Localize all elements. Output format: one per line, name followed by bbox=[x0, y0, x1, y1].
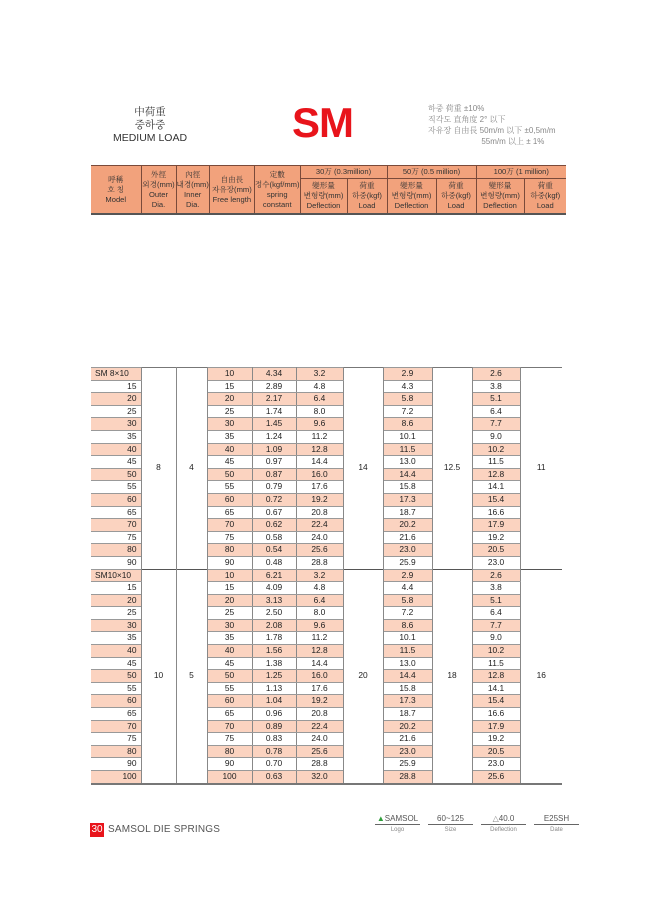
cell-spring-constant: 6.21 bbox=[252, 569, 296, 582]
cell-deflection-1m: 19.2 bbox=[472, 531, 520, 544]
cell-free-length: 65 bbox=[207, 708, 252, 721]
cell-free-length: 60 bbox=[207, 695, 252, 708]
cell-free-length: 40 bbox=[207, 645, 252, 658]
cell-model: 65 bbox=[91, 506, 141, 519]
cell-spring-constant: 1.45 bbox=[252, 418, 296, 431]
cell-free-length: 55 bbox=[207, 682, 252, 695]
cell-deflection-300k: 14.4 bbox=[296, 456, 343, 469]
cell-spring-constant: 4.09 bbox=[252, 582, 296, 595]
cell-deflection-1m: 20.5 bbox=[472, 745, 520, 758]
spec-table-header bbox=[91, 165, 566, 215]
cell-load-300k: 20 bbox=[343, 569, 383, 784]
cell-deflection-1m: 10.2 bbox=[472, 645, 520, 658]
tolerance-squareness: 직각도 直角度 2° 以下 bbox=[428, 115, 506, 124]
cell-deflection-1m: 2.6 bbox=[472, 569, 520, 582]
cell-model: 35 bbox=[91, 430, 141, 443]
cell-deflection-500k: 28.8 bbox=[383, 771, 432, 784]
cell-free-length: 35 bbox=[207, 430, 252, 443]
cell-model: 90 bbox=[91, 758, 141, 771]
cell-spring-constant: 0.63 bbox=[252, 771, 296, 784]
col-header-spring-constant: 定數 정수(kgf/mm) spring constant bbox=[254, 166, 300, 215]
category-title-korean: 중하중 bbox=[134, 119, 166, 131]
group-header-1m: 100万 (1 million) bbox=[476, 166, 566, 179]
cell-deflection-500k: 21.6 bbox=[383, 531, 432, 544]
cell-deflection-300k: 20.8 bbox=[296, 506, 343, 519]
cell-free-length: 45 bbox=[207, 456, 252, 469]
cell-deflection-1m: 16.6 bbox=[472, 506, 520, 519]
cell-model: 25 bbox=[91, 607, 141, 620]
cell-deflection-1m: 23.0 bbox=[472, 758, 520, 771]
cell-deflection-1m: 9.0 bbox=[472, 430, 520, 443]
cell-deflection-500k: 18.7 bbox=[383, 708, 432, 721]
cell-deflection-500k: 25.9 bbox=[383, 556, 432, 569]
cell-model: 45 bbox=[91, 456, 141, 469]
cell-free-length: 100 bbox=[207, 771, 252, 784]
cell-spring-constant: 0.87 bbox=[252, 468, 296, 481]
cell-deflection-500k: 10.1 bbox=[383, 430, 432, 443]
cell-deflection-500k: 2.9 bbox=[383, 368, 432, 381]
cell-deflection-500k: 8.6 bbox=[383, 418, 432, 431]
cell-spring-constant: 4.34 bbox=[252, 368, 296, 381]
cell-spring-constant: 0.70 bbox=[252, 758, 296, 771]
cell-spring-constant: 1.78 bbox=[252, 632, 296, 645]
cell-outer-dia: 10 bbox=[141, 569, 176, 784]
cell-spring-constant: 2.50 bbox=[252, 607, 296, 620]
cell-deflection-1m: 16.6 bbox=[472, 708, 520, 721]
cell-deflection-300k: 8.0 bbox=[296, 607, 343, 620]
cell-deflection-300k: 9.6 bbox=[296, 619, 343, 632]
cell-free-length: 30 bbox=[207, 619, 252, 632]
cell-spring-constant: 1.04 bbox=[252, 695, 296, 708]
cell-deflection-300k: 4.8 bbox=[296, 380, 343, 393]
cell-free-length: 60 bbox=[207, 493, 252, 506]
meta-deflection: △40.0 Deflection bbox=[481, 814, 526, 833]
cell-load-500k: 18 bbox=[432, 569, 472, 784]
cell-spring-constant: 1.13 bbox=[252, 682, 296, 695]
cell-model: 40 bbox=[91, 443, 141, 456]
cell-deflection-300k: 24.0 bbox=[296, 733, 343, 746]
cell-model: 45 bbox=[91, 657, 141, 670]
footer-meta bbox=[375, 814, 579, 833]
cell-deflection-500k: 4.4 bbox=[383, 582, 432, 595]
cell-model: 55 bbox=[91, 481, 141, 494]
cell-deflection-1m: 20.5 bbox=[472, 544, 520, 557]
cell-deflection-500k: 7.2 bbox=[383, 607, 432, 620]
cell-model: SM 8×10 bbox=[91, 368, 141, 381]
meta-size: 60~125 Size bbox=[428, 814, 473, 833]
cell-deflection-300k: 28.8 bbox=[296, 758, 343, 771]
cell-free-length: 20 bbox=[207, 393, 252, 406]
cell-free-length: 90 bbox=[207, 556, 252, 569]
cell-model: 30 bbox=[91, 418, 141, 431]
cell-deflection-500k: 25.9 bbox=[383, 758, 432, 771]
col-header-deflection-1m: 變形量 변형량(mm) Deflection bbox=[476, 179, 524, 215]
cell-model: 50 bbox=[91, 670, 141, 683]
cell-spring-constant: 0.58 bbox=[252, 531, 296, 544]
cell-deflection-1m: 15.4 bbox=[472, 695, 520, 708]
col-header-inner-dia: 內徑 내경(mm) Inner Dia. bbox=[176, 166, 209, 215]
cell-deflection-1m: 23.0 bbox=[472, 556, 520, 569]
cell-deflection-500k: 17.3 bbox=[383, 695, 432, 708]
cell-model: 20 bbox=[91, 393, 141, 406]
cell-spring-constant: 2.89 bbox=[252, 380, 296, 393]
cell-deflection-500k: 14.4 bbox=[383, 468, 432, 481]
cell-spring-constant: 1.09 bbox=[252, 443, 296, 456]
cell-deflection-300k: 6.4 bbox=[296, 393, 343, 406]
cell-free-length: 90 bbox=[207, 758, 252, 771]
cell-model: 55 bbox=[91, 682, 141, 695]
cell-model: 50 bbox=[91, 468, 141, 481]
cell-free-length: 45 bbox=[207, 657, 252, 670]
cell-model: 80 bbox=[91, 745, 141, 758]
cell-inner-dia: 5 bbox=[176, 569, 207, 784]
category-title bbox=[95, 106, 205, 145]
cell-deflection-500k: 5.8 bbox=[383, 393, 432, 406]
cell-deflection-500k: 5.8 bbox=[383, 594, 432, 607]
cell-spring-constant: 0.78 bbox=[252, 745, 296, 758]
cell-free-length: 10 bbox=[207, 368, 252, 381]
cell-inner-dia: 4 bbox=[176, 368, 207, 570]
cell-model: 90 bbox=[91, 556, 141, 569]
meta-logo: ▲SAMSOL Logo bbox=[376, 814, 419, 833]
cell-deflection-500k: 14.4 bbox=[383, 670, 432, 683]
cell-deflection-300k: 25.6 bbox=[296, 745, 343, 758]
cell-deflection-500k: 18.7 bbox=[383, 506, 432, 519]
cell-free-length: 50 bbox=[207, 468, 252, 481]
cell-free-length: 65 bbox=[207, 506, 252, 519]
cell-deflection-300k: 4.8 bbox=[296, 582, 343, 595]
cell-deflection-1m: 7.7 bbox=[472, 619, 520, 632]
tolerance-notes bbox=[428, 103, 556, 147]
cell-free-length: 15 bbox=[207, 380, 252, 393]
cell-spring-constant: 2.08 bbox=[252, 619, 296, 632]
spec-table-body bbox=[91, 367, 562, 785]
cell-free-length: 15 bbox=[207, 582, 252, 595]
cell-model: 15 bbox=[91, 582, 141, 595]
col-header-load-300k: 荷重 하중(kgf) Load bbox=[347, 179, 387, 215]
cell-free-length: 75 bbox=[207, 531, 252, 544]
cell-free-length: 50 bbox=[207, 670, 252, 683]
cell-deflection-1m: 10.2 bbox=[472, 443, 520, 456]
cell-spring-constant: 3.13 bbox=[252, 594, 296, 607]
cell-model: 75 bbox=[91, 733, 141, 746]
cell-spring-constant: 0.48 bbox=[252, 556, 296, 569]
cell-free-length: 80 bbox=[207, 745, 252, 758]
cell-free-length: 70 bbox=[207, 720, 252, 733]
cell-deflection-300k: 14.4 bbox=[296, 657, 343, 670]
cell-deflection-300k: 32.0 bbox=[296, 771, 343, 784]
series-code: SM bbox=[292, 99, 353, 146]
table-row bbox=[91, 368, 562, 381]
cell-model: 60 bbox=[91, 695, 141, 708]
cell-deflection-500k: 15.8 bbox=[383, 682, 432, 695]
cell-deflection-300k: 22.4 bbox=[296, 519, 343, 532]
cell-free-length: 55 bbox=[207, 481, 252, 494]
cell-deflection-300k: 19.2 bbox=[296, 695, 343, 708]
cell-deflection-1m: 12.8 bbox=[472, 468, 520, 481]
page-number: 30 bbox=[91, 824, 103, 835]
cell-spring-constant: 0.96 bbox=[252, 708, 296, 721]
tolerance-free-length-short: 자유장 自由長 50m/m 以下 ±0,5m/m bbox=[428, 126, 556, 135]
cell-free-length: 25 bbox=[207, 405, 252, 418]
cell-free-length: 40 bbox=[207, 443, 252, 456]
cell-deflection-300k: 24.0 bbox=[296, 531, 343, 544]
cell-spring-constant: 0.97 bbox=[252, 456, 296, 469]
footer-brand: SAMSOL DIE SPRINGS bbox=[108, 824, 221, 835]
category-title-hanja: 中荷重 bbox=[134, 106, 166, 118]
cell-deflection-500k: 23.0 bbox=[383, 745, 432, 758]
cell-load-500k: 12.5 bbox=[432, 368, 472, 570]
cell-model: 80 bbox=[91, 544, 141, 557]
cell-deflection-1m: 2.6 bbox=[472, 368, 520, 381]
tolerance-free-length-long: 55m/m 以上 ± 1% bbox=[428, 137, 545, 146]
col-header-load-1m: 荷重 하중(kgf) Load bbox=[524, 179, 566, 215]
cell-deflection-1m: 17.9 bbox=[472, 720, 520, 733]
cell-deflection-500k: 8.6 bbox=[383, 619, 432, 632]
cell-deflection-500k: 13.0 bbox=[383, 456, 432, 469]
cell-free-length: 25 bbox=[207, 607, 252, 620]
cell-deflection-500k: 13.0 bbox=[383, 657, 432, 670]
tolerance-load: 하중 荷重 ±10% bbox=[428, 104, 485, 113]
cell-spring-constant: 1.25 bbox=[252, 670, 296, 683]
cell-deflection-1m: 5.1 bbox=[472, 393, 520, 406]
col-header-free-length: 自由長 자유장(mm) Free length bbox=[209, 166, 254, 215]
logo-triangle-icon: ▲ bbox=[376, 814, 385, 823]
cell-model: 30 bbox=[91, 619, 141, 632]
cell-deflection-300k: 6.4 bbox=[296, 594, 343, 607]
cell-deflection-1m: 17.9 bbox=[472, 519, 520, 532]
cell-deflection-500k: 23.0 bbox=[383, 544, 432, 557]
cell-model: 15 bbox=[91, 380, 141, 393]
cell-deflection-300k: 16.0 bbox=[296, 670, 343, 683]
cell-deflection-300k: 17.6 bbox=[296, 682, 343, 695]
cell-spring-constant: 1.74 bbox=[252, 405, 296, 418]
table-row bbox=[91, 569, 562, 582]
cell-deflection-500k: 10.1 bbox=[383, 632, 432, 645]
cell-model: 70 bbox=[91, 720, 141, 733]
cell-deflection-300k: 9.6 bbox=[296, 418, 343, 431]
cell-deflection-500k: 11.5 bbox=[383, 443, 432, 456]
cell-deflection-500k: 21.6 bbox=[383, 733, 432, 746]
group-header-500k: 50万 (0.5 million) bbox=[387, 166, 476, 179]
cell-model: 70 bbox=[91, 519, 141, 532]
cell-free-length: 20 bbox=[207, 594, 252, 607]
meta-date: E25SH Date bbox=[534, 814, 579, 833]
cell-spring-constant: 1.24 bbox=[252, 430, 296, 443]
cell-deflection-300k: 20.8 bbox=[296, 708, 343, 721]
cell-deflection-1m: 9.0 bbox=[472, 632, 520, 645]
cell-deflection-500k: 20.2 bbox=[383, 519, 432, 532]
cell-deflection-500k: 20.2 bbox=[383, 720, 432, 733]
cell-load-300k: 14 bbox=[343, 368, 383, 570]
cell-model: 25 bbox=[91, 405, 141, 418]
cell-load-1m: 16 bbox=[520, 569, 562, 784]
col-header-deflection-500k: 變形量 변형량(mm) Deflection bbox=[387, 179, 436, 215]
cell-deflection-300k: 25.6 bbox=[296, 544, 343, 557]
cell-load-1m: 11 bbox=[520, 368, 562, 570]
cell-outer-dia: 8 bbox=[141, 368, 176, 570]
cell-spring-constant: 0.79 bbox=[252, 481, 296, 494]
cell-model: 100 bbox=[91, 771, 141, 784]
cell-deflection-300k: 11.2 bbox=[296, 632, 343, 645]
col-header-model: 呼稱 호 칭 Model bbox=[91, 166, 141, 215]
cell-free-length: 35 bbox=[207, 632, 252, 645]
cell-model: 40 bbox=[91, 645, 141, 658]
cell-spring-constant: 0.54 bbox=[252, 544, 296, 557]
cell-deflection-1m: 15.4 bbox=[472, 493, 520, 506]
col-header-deflection-300k: 變形量 변형량(mm) Deflection bbox=[300, 179, 347, 215]
cell-deflection-500k: 11.5 bbox=[383, 645, 432, 658]
cell-deflection-300k: 19.2 bbox=[296, 493, 343, 506]
cell-model: 60 bbox=[91, 493, 141, 506]
cell-model: 65 bbox=[91, 708, 141, 721]
category-title-english: MEDIUM LOAD bbox=[112, 132, 188, 144]
cell-free-length: 10 bbox=[207, 569, 252, 582]
cell-model: 75 bbox=[91, 531, 141, 544]
cell-deflection-300k: 8.0 bbox=[296, 405, 343, 418]
cell-deflection-500k: 7.2 bbox=[383, 405, 432, 418]
cell-deflection-1m: 11.5 bbox=[472, 657, 520, 670]
cell-spring-constant: 0.67 bbox=[252, 506, 296, 519]
cell-spring-constant: 0.89 bbox=[252, 720, 296, 733]
group-header-300k: 30万 (0.3million) bbox=[300, 166, 387, 179]
cell-deflection-1m: 11.5 bbox=[472, 456, 520, 469]
cell-free-length: 75 bbox=[207, 733, 252, 746]
cell-deflection-1m: 14.1 bbox=[472, 481, 520, 494]
cell-deflection-1m: 6.4 bbox=[472, 607, 520, 620]
cell-model: 35 bbox=[91, 632, 141, 645]
cell-deflection-1m: 14.1 bbox=[472, 682, 520, 695]
cell-spring-constant: 1.38 bbox=[252, 657, 296, 670]
cell-deflection-1m: 5.1 bbox=[472, 594, 520, 607]
cell-free-length: 80 bbox=[207, 544, 252, 557]
cell-deflection-1m: 7.7 bbox=[472, 418, 520, 431]
cell-deflection-300k: 3.2 bbox=[296, 569, 343, 582]
cell-deflection-1m: 12.8 bbox=[472, 670, 520, 683]
col-header-outer-dia: 外徑 외경(mm) Outer Dia. bbox=[141, 166, 176, 215]
cell-model: SM10×10 bbox=[91, 569, 141, 582]
cell-deflection-300k: 12.8 bbox=[296, 645, 343, 658]
cell-spring-constant: 0.72 bbox=[252, 493, 296, 506]
cell-deflection-1m: 19.2 bbox=[472, 733, 520, 746]
cell-deflection-500k: 2.9 bbox=[383, 569, 432, 582]
cell-spring-constant: 0.62 bbox=[252, 519, 296, 532]
cell-deflection-1m: 3.8 bbox=[472, 380, 520, 393]
cell-free-length: 70 bbox=[207, 519, 252, 532]
cell-spring-constant: 1.56 bbox=[252, 645, 296, 658]
cell-model: 20 bbox=[91, 594, 141, 607]
cell-deflection-300k: 16.0 bbox=[296, 468, 343, 481]
cell-deflection-300k: 12.8 bbox=[296, 443, 343, 456]
cell-deflection-300k: 11.2 bbox=[296, 430, 343, 443]
cell-deflection-300k: 3.2 bbox=[296, 368, 343, 381]
cell-deflection-300k: 22.4 bbox=[296, 720, 343, 733]
cell-deflection-1m: 6.4 bbox=[472, 405, 520, 418]
cell-deflection-300k: 28.8 bbox=[296, 556, 343, 569]
cell-deflection-500k: 17.3 bbox=[383, 493, 432, 506]
cell-deflection-500k: 15.8 bbox=[383, 481, 432, 494]
cell-spring-constant: 2.17 bbox=[252, 393, 296, 406]
col-header-load-500k: 荷重 하중(kgf) Load bbox=[436, 179, 476, 215]
cell-deflection-1m: 3.8 bbox=[472, 582, 520, 595]
cell-deflection-500k: 4.3 bbox=[383, 380, 432, 393]
cell-deflection-1m: 25.6 bbox=[472, 771, 520, 784]
warning-triangle-icon: △ bbox=[492, 814, 499, 823]
cell-spring-constant: 0.83 bbox=[252, 733, 296, 746]
cell-deflection-300k: 17.6 bbox=[296, 481, 343, 494]
cell-free-length: 30 bbox=[207, 418, 252, 431]
